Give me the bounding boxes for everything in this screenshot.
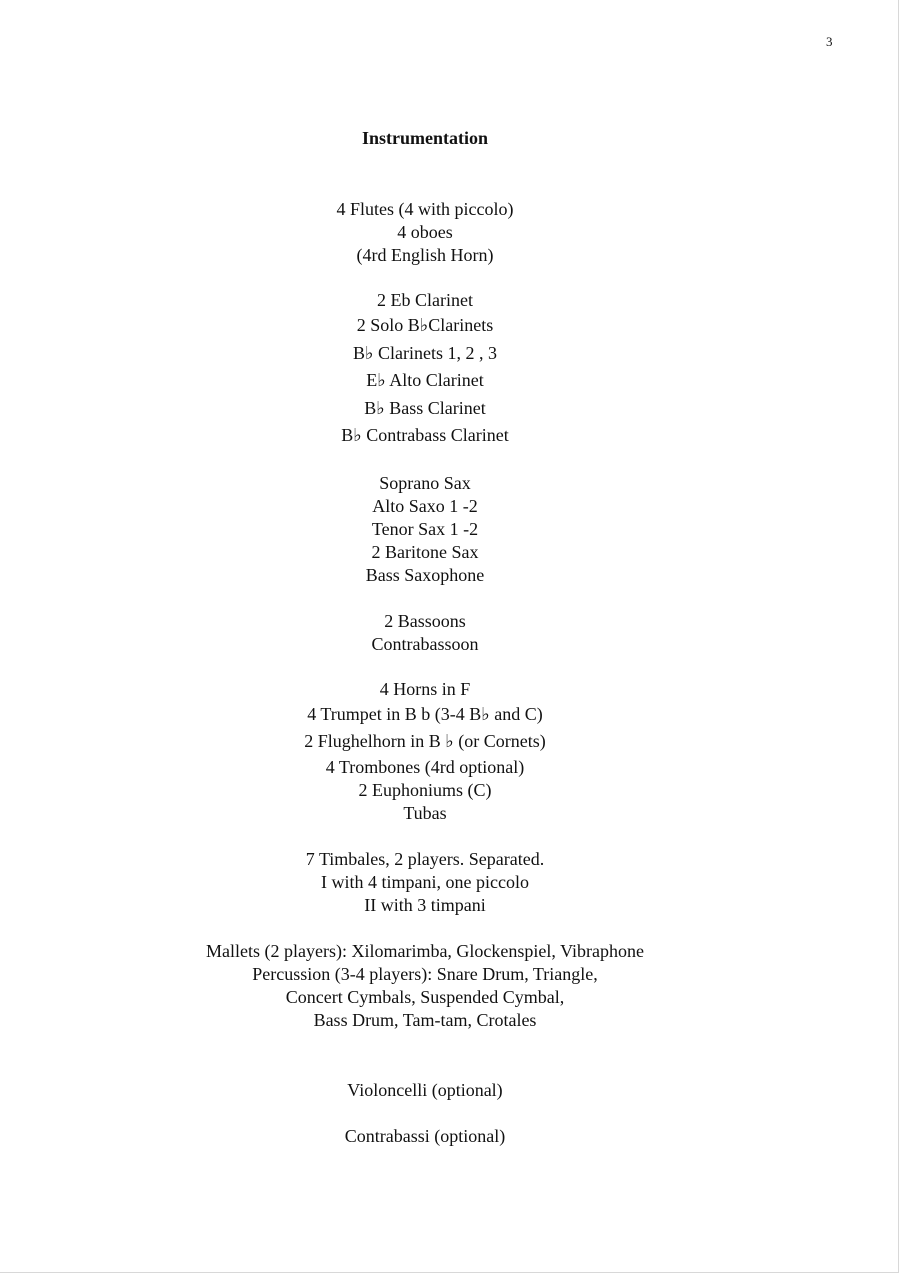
instrument-line: 2 Solo B♭Clarinets [356, 315, 494, 335]
instrument-line: Tenor Sax 1 -2 [371, 518, 479, 539]
group-saxophones [0, 472, 850, 587]
instrument-line: 4 Trumpet in B b (3-4 B♭ and C) [307, 703, 543, 724]
instrument-line: Bass Saxophone [365, 564, 485, 585]
instrument-line: Mallets (2 players): Xilomarimba, Glockenspiel, Vibraphone [206, 940, 644, 961]
instrument-line: Bass Drum, Tam-tam, Crotales [313, 1009, 537, 1030]
instrument-line: 2 Bassoons [384, 610, 466, 631]
instrument-line: 4 Horns in F [379, 678, 471, 699]
instrument-line: Concert Cymbals, Suspended Cymbal, [285, 986, 565, 1007]
instrument-line: Soprano Sax [379, 472, 471, 493]
instrument-line: Tubas [403, 802, 447, 823]
instrument-line: Percussion (3-4 players): Snare Drum, Triangle, [252, 963, 598, 984]
instrument-line: 7 Timbales, 2 players. Separated. [305, 848, 545, 869]
instrument-line: (4rd English Horn) [356, 245, 494, 265]
instrument-line: B♭ Bass Clarinet [364, 397, 486, 418]
instrument-line: 4 oboes [397, 222, 453, 242]
instrument-line: 4 Flutes (4 with piccolo) [336, 199, 514, 219]
instrument-line: Alto Saxo 1 -2 [372, 495, 478, 516]
instrument-line: 2 Baritone Sax [371, 541, 479, 562]
instrument-line: Violoncelli (optional) [347, 1079, 503, 1100]
group-clarinets [0, 289, 850, 450]
page-number: 3 [826, 34, 833, 49]
group-flutes-oboes [0, 198, 850, 267]
instrument-line: 2 Eb Clarinet [377, 290, 473, 310]
instrument-line: 2 Flughelhorn in B ♭ (or Cornets) [304, 731, 546, 751]
instrument-line: B♭ Clarinets 1, 2 , 3 [353, 342, 497, 363]
group-bassoons [0, 610, 850, 656]
instrument-line: II with 3 timpani [364, 894, 486, 915]
instrument-line: Contrabassi (optional) [344, 1125, 506, 1146]
group-brass [0, 678, 850, 825]
instrument-line: Contrabassoon [371, 633, 479, 654]
group-violoncelli [0, 1079, 850, 1102]
instrument-list [0, 198, 850, 1148]
instrument-line: I with 4 timpani, one piccolo [321, 871, 529, 892]
page-title: Instrumentation [361, 128, 488, 148]
instrument-line: 2 Euphoniums (C) [358, 779, 492, 800]
group-percussion [0, 940, 850, 1032]
group-contrabassi [0, 1125, 850, 1148]
instrument-line: B♭ Contrabass Clarinet [341, 425, 509, 445]
group-timpani [0, 848, 850, 917]
instrument-line: E♭ Alto Clarinet [366, 370, 484, 390]
instrument-line: 4 Trombones (4rd optional) [325, 756, 525, 777]
